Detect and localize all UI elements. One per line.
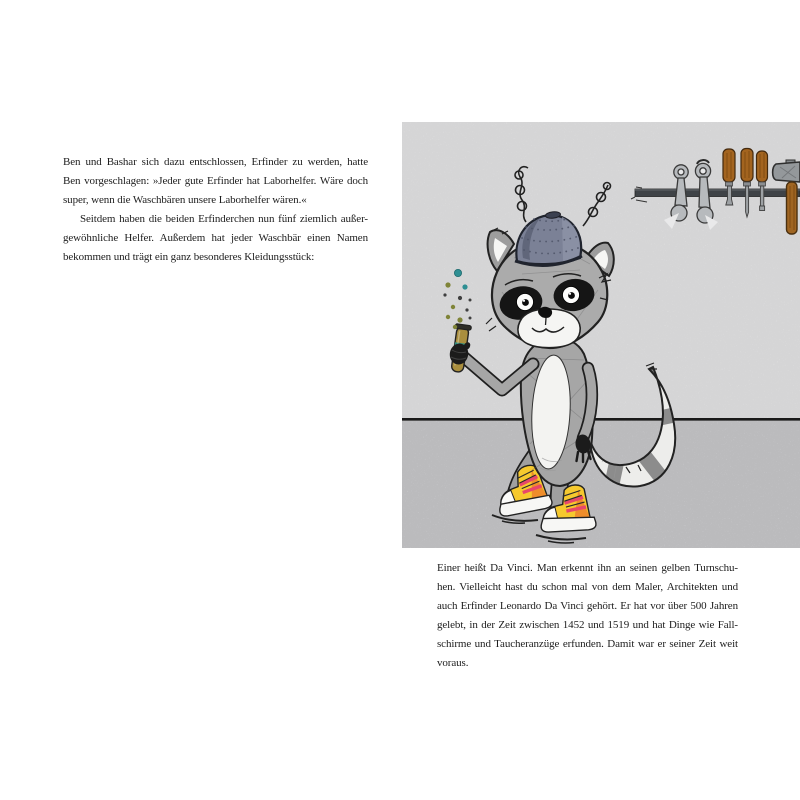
text-line: auch Erfinder Leonardo Da Vinci gehört. Er hat vor über 500 Jahren xyxy=(437,600,738,613)
raccoon-eye xyxy=(517,294,534,311)
text-line: voraus. xyxy=(437,657,469,670)
text-line: hen. Vielleicht hast du schon mal von dem Maler, Architekten und xyxy=(437,581,738,594)
left-page-text xyxy=(63,153,368,268)
text-line: Ben vorgeschlagen: »Jeder gute Erfinder hat Laborhelfer. Wäre doch xyxy=(63,175,368,188)
text-line: Seitdem haben die beiden Erfinderchen nun fünf ziemlich außer- xyxy=(80,213,368,226)
text-line: super, wenn die Waschbären unsere Laborhelfer wären.« xyxy=(63,194,307,207)
text-line: Ben und Bashar sich dazu entschlossen, Erfinder zu werden, hatte xyxy=(63,156,368,168)
text-line: gewöhnliche Helfer. Außerdem hat jeder Waschbär einen Namen xyxy=(63,232,368,245)
raccoon-eye xyxy=(563,287,580,304)
text-line: Einer heißt Da Vinci. Man erkennt ihn an seinen gelben Turnschu- xyxy=(437,562,738,574)
text-line: gelebt, in der Zeit zwischen 1452 und 1519 und hat Dinge wie Fall- xyxy=(437,619,738,632)
raccoon-muzzle xyxy=(518,307,580,348)
right-page-caption xyxy=(437,559,738,674)
text-line: bekommen und trägt ein ganz besonderes Kleidungsstück: xyxy=(63,251,315,264)
raccoon-illustration xyxy=(402,122,800,548)
illustration-canvas xyxy=(402,122,800,548)
text-line: schirme und Taucheranzüge erfunden. Damit war er seiner Zeit weit xyxy=(437,638,738,651)
